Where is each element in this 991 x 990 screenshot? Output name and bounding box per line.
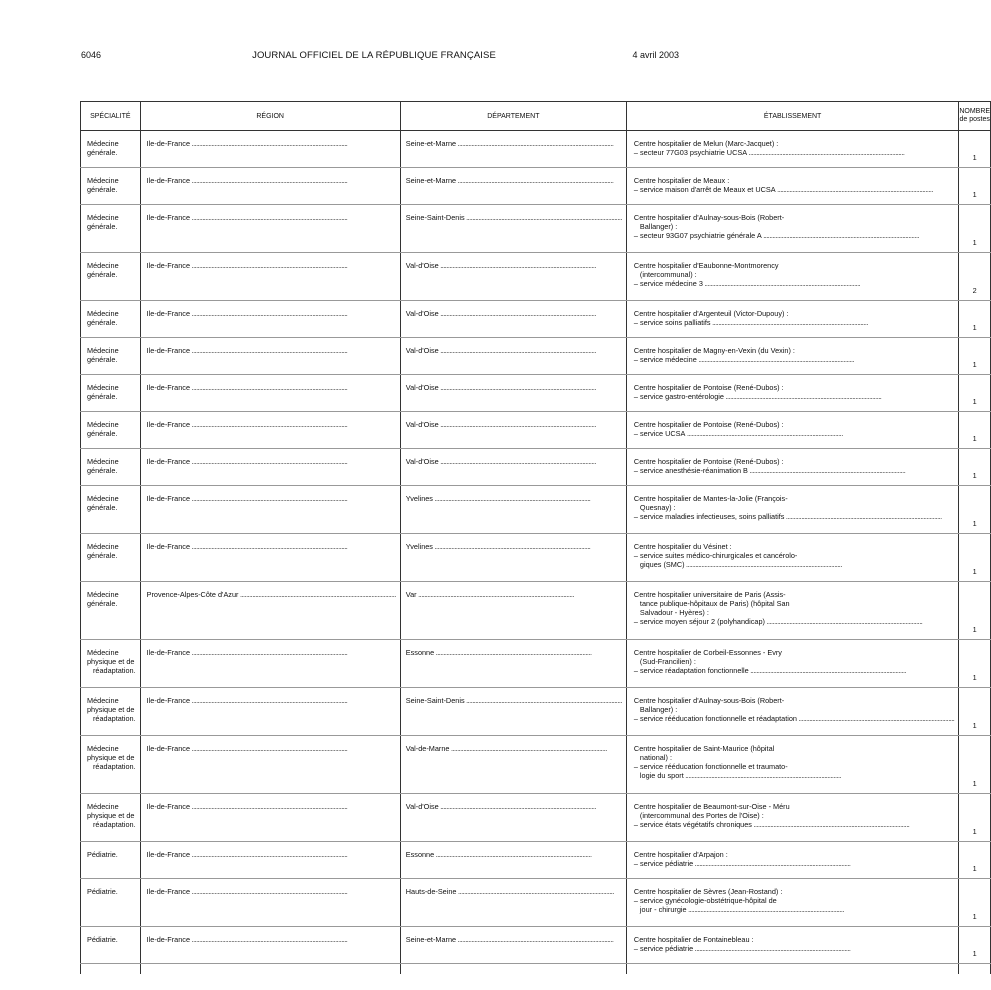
region-text: Ile-de-France ..... [147, 850, 396, 859]
etablissement-line: Centre hospitalier de Pontoise (René-Dubos) : [633, 383, 784, 392]
etablissement-line: Centre hospitalier du Vésinet : [633, 542, 732, 551]
region-text: Ile-de-France ..... [147, 744, 396, 753]
specialite-line: Médecine générale. [87, 213, 121, 231]
region-text: Ile-de-France ..... [147, 542, 396, 551]
table-row [81, 205, 991, 253]
cell-departement [400, 688, 626, 736]
etablissement-line: – secteur 77G03 psychiatrie UCSA ..... [634, 148, 954, 157]
cell-departement [400, 338, 626, 375]
specialite-line: Médecine générale. [87, 176, 121, 194]
etablissement-line: giques (SMC) ..... [634, 560, 954, 569]
cell-etablissement [626, 449, 958, 486]
etablissement-line: – service rééducation fonctionnelle et traumato- [633, 762, 788, 771]
etablissement-line: tance publique-hôpitaux de Paris) (hôpital San [639, 599, 790, 608]
etablissement-line: national) : [639, 753, 672, 762]
cell-etablissement [626, 412, 958, 449]
cell-empty [140, 964, 400, 974]
cell-departement [400, 640, 626, 688]
departement-text: Yvelines ..... [406, 494, 622, 503]
cell-empty [626, 964, 958, 974]
cell-region [140, 842, 400, 879]
etablissement-line: Centre hospitalier de Meaux : [633, 176, 730, 185]
cell-etablissement [626, 640, 958, 688]
region-text: Ile-de-France ..... [147, 648, 396, 657]
cell-etablissement [626, 301, 958, 338]
cell-specialite [81, 794, 141, 842]
cell-etablissement [626, 688, 958, 736]
table-row [81, 131, 991, 168]
table-row [81, 412, 991, 449]
region-text: Provence-Alpes-Côte d'Azur ..... [147, 590, 396, 599]
journal-title: JOURNAL OFFICIEL DE LA RÉPUBLIQUE FRANÇAISE [252, 50, 496, 61]
cell-specialite [81, 736, 141, 794]
departement-text: Seine-Saint-Denis ..... [406, 213, 622, 222]
cell-region [140, 412, 400, 449]
cell-departement [400, 534, 626, 582]
cell-specialite [81, 205, 141, 253]
cell-nombre: 2 [959, 253, 991, 301]
etablissement-line: – service suites médico-chirurgicales et cancérolo- [633, 551, 798, 560]
departement-text: Seine-et-Marne ..... [406, 139, 622, 148]
departement-text: Val-d'Oise ..... [406, 802, 622, 811]
cell-departement [400, 879, 626, 927]
cell-nombre: 1 [959, 842, 991, 879]
cell-etablissement [626, 486, 958, 534]
cell-nombre: 1 [959, 736, 991, 794]
table-row [81, 449, 991, 486]
etablissement-line: Centre hospitalier de Magny-en-Vexin (du Vexin) : [633, 346, 795, 355]
cell-departement [400, 301, 626, 338]
cell-specialite [81, 412, 141, 449]
etablissement-line: – service soins palliatifs ..... [634, 318, 954, 327]
specialite-line: Médecine générale. [87, 494, 121, 512]
col-etablissement: ÉTABLISSEMENT [626, 102, 958, 131]
etablissement-line: Centre hospitalier de Beaumont-sur-Oise - Méru [633, 802, 790, 811]
region-text: Ile-de-France ..... [147, 802, 396, 811]
cell-nombre: 1 [959, 375, 991, 412]
cell-nombre: 1 [959, 338, 991, 375]
col-nombre-line1: NOMBRE [959, 108, 991, 115]
table-row [81, 301, 991, 338]
table-row [81, 879, 991, 927]
etablissement-line: jour - chirurgie ..... [634, 905, 954, 914]
cell-specialite [81, 168, 141, 205]
region-text: Ile-de-France ..... [147, 139, 396, 148]
col-region: RÉGION [140, 102, 400, 131]
specialite-line: Médecine physique et de [87, 648, 135, 666]
cell-etablissement [626, 794, 958, 842]
table-row [81, 375, 991, 412]
cell-nombre: 1 [959, 168, 991, 205]
cell-nombre: 1 [959, 794, 991, 842]
etablissement-line: – service réadaptation fonctionnelle ..... [634, 666, 954, 675]
cell-specialite [81, 449, 141, 486]
etablissement-line: – service gynécologie-obstétrique-hôpital de [633, 896, 777, 905]
specialite-line: Médecine générale. [87, 309, 121, 327]
cell-etablissement [626, 842, 958, 879]
etablissement-line: – service états végétatifs chroniques ..... [634, 820, 954, 829]
departement-text: Val-de-Marne ..... [406, 744, 622, 753]
cell-specialite [81, 582, 141, 640]
specialite-line: Médecine générale. [87, 139, 121, 157]
cell-specialite [81, 338, 141, 375]
cell-region [140, 253, 400, 301]
specialite-line: réadaptation. [93, 820, 136, 829]
cell-specialite [81, 131, 141, 168]
table-row [81, 794, 991, 842]
etablissement-line: (intercommunal) : [639, 270, 697, 279]
specialite-line: Pédiatrie. [87, 850, 118, 859]
cell-departement [400, 736, 626, 794]
region-text: Ile-de-France ..... [147, 887, 396, 896]
etablissement-line: – service moyen séjour 2 (polyhandicap) ..... [634, 617, 954, 626]
departement-text: Val-d'Oise ..... [406, 457, 622, 466]
table-row [81, 640, 991, 688]
cell-departement [400, 582, 626, 640]
cell-departement [400, 253, 626, 301]
specialite-line: Médecine générale. [87, 261, 121, 279]
cell-region [140, 640, 400, 688]
departement-text: Hauts-de-Seine ..... [406, 887, 622, 896]
cell-departement [400, 794, 626, 842]
table-row [81, 486, 991, 534]
table-row [81, 927, 991, 964]
cell-empty [400, 964, 626, 974]
col-specialite: SPÉCIALITÉ [81, 102, 141, 131]
table-row [81, 253, 991, 301]
cell-departement [400, 927, 626, 964]
region-text: Ile-de-France ..... [147, 176, 396, 185]
etablissement-line: – service gastro-entérologie ..... [634, 392, 954, 401]
cell-departement [400, 205, 626, 253]
cell-specialite [81, 486, 141, 534]
cell-etablissement [626, 168, 958, 205]
cell-nombre: 1 [959, 640, 991, 688]
departement-text: Essonne ..... [406, 850, 622, 859]
cell-region [140, 582, 400, 640]
departement-text: Seine-et-Marne ..... [406, 176, 622, 185]
etablissement-line: Centre hospitalier d'Arpajon : [633, 850, 728, 859]
region-text: Ile-de-France ..... [147, 213, 396, 222]
specialite-line: réadaptation. [93, 714, 136, 723]
cell-region [140, 338, 400, 375]
cell-region [140, 486, 400, 534]
specialite-line: Médecine générale. [87, 420, 121, 438]
departement-text: Val-d'Oise ..... [406, 309, 622, 318]
etablissement-line: – service maison d'arrêt de Meaux et UCSA ..... [634, 185, 954, 194]
issue-date: 4 avril 2003 [632, 50, 679, 60]
table-row [81, 842, 991, 879]
col-departement: DÉPARTEMENT [400, 102, 626, 131]
cell-region [140, 927, 400, 964]
cell-departement [400, 842, 626, 879]
etablissement-line: Centre hospitalier de Sèvres (Jean-Rostand) : [633, 887, 783, 896]
etablissement-line: Centre hospitalier d'Aulnay-sous-Bois (Robert- [633, 213, 785, 222]
cell-etablissement [626, 879, 958, 927]
etablissement-line: logie du sport ..... [634, 771, 954, 780]
etablissement-line: (Sud-Francilien) : [639, 657, 696, 666]
table-row-continuation [81, 964, 991, 974]
cell-specialite [81, 253, 141, 301]
departement-text: Seine-et-Marne ..... [406, 935, 622, 944]
cell-region [140, 205, 400, 253]
specialite-line: Médecine générale. [87, 590, 121, 608]
postes-table [80, 101, 991, 974]
table-row [81, 688, 991, 736]
departement-text: Val-d'Oise ..... [406, 346, 622, 355]
region-text: Ile-de-France ..... [147, 383, 396, 392]
col-nombre-line2: de postes [959, 116, 990, 123]
etablissement-line: – service médecine ..... [634, 355, 954, 364]
cell-nombre: 1 [959, 486, 991, 534]
region-text: Ile-de-France ..... [147, 696, 396, 705]
region-text: Ile-de-France ..... [147, 935, 396, 944]
etablissement-line: Salvadour - Hyères) : [639, 608, 709, 617]
cell-etablissement [626, 253, 958, 301]
cell-specialite [81, 842, 141, 879]
etablissement-line: – service pédiatrie ..... [634, 859, 954, 868]
cell-etablissement [626, 582, 958, 640]
cell-departement [400, 168, 626, 205]
region-text: Ile-de-France ..... [147, 457, 396, 466]
etablissement-line: Centre hospitalier d'Argenteuil (Victor-Dupouy) : [633, 309, 789, 318]
etablissement-line: Centre hospitalier de Corbeil-Essonnes - Evry [633, 648, 782, 657]
etablissement-line: Centre hospitalier d'Aulnay-sous-Bois (Robert- [633, 696, 785, 705]
specialite-line: Pédiatrie. [87, 887, 118, 896]
region-text: Ile-de-France ..... [147, 261, 396, 270]
etablissement-line: – service rééducation fonctionnelle et réadaptation ..... [634, 714, 954, 723]
etablissement-line: Centre hospitalier d'Eaubonne-Montmorency [633, 261, 779, 270]
cell-nombre: 1 [959, 688, 991, 736]
cell-etablissement [626, 736, 958, 794]
specialite-line: Médecine physique et de [87, 696, 135, 714]
departement-text: Var ..... [406, 590, 622, 599]
cell-etablissement [626, 534, 958, 582]
cell-departement [400, 449, 626, 486]
etablissement-line: Ballanger) : [639, 705, 678, 714]
cell-etablissement [626, 205, 958, 253]
cell-departement [400, 486, 626, 534]
specialite-line: réadaptation. [93, 762, 136, 771]
table-header-row [81, 102, 991, 131]
table-row [81, 582, 991, 640]
cell-nombre: 1 [959, 412, 991, 449]
cell-region [140, 301, 400, 338]
etablissement-line: – service médecine 3 ..... [634, 279, 954, 288]
col-nombre [959, 102, 991, 131]
cell-departement [400, 131, 626, 168]
cell-specialite [81, 640, 141, 688]
cell-region [140, 534, 400, 582]
cell-empty [959, 964, 991, 974]
departement-text: Val-d'Oise ..... [406, 261, 622, 270]
etablissement-line: Centre hospitalier de Saint-Maurice (hôpital [633, 744, 775, 753]
specialite-line: Médecine générale. [87, 457, 121, 475]
specialite-line: Médecine physique et de [87, 802, 135, 820]
cell-nombre: 1 [959, 534, 991, 582]
specialite-line: Médecine générale. [87, 346, 121, 364]
etablissement-line: Centre hospitalier de Melun (Marc-Jacquet) : [633, 139, 779, 148]
departement-text: Val-d'Oise ..... [406, 383, 622, 392]
specialite-line: réadaptation. [93, 666, 136, 675]
cell-specialite [81, 534, 141, 582]
etablissement-line: (intercommunal des Portes de l'Oise) : [639, 811, 764, 820]
cell-region [140, 375, 400, 412]
cell-etablissement [626, 338, 958, 375]
page-header [0, 50, 748, 64]
cell-nombre: 1 [959, 131, 991, 168]
region-text: Ile-de-France ..... [147, 309, 396, 318]
etablissement-line: – service maladies infectieuses, soins palliatifs ..... [634, 512, 954, 521]
cell-specialite [81, 375, 141, 412]
departement-text: Val-d'Oise ..... [406, 420, 622, 429]
cell-specialite [81, 927, 141, 964]
etablissement-line: Centre hospitalier de Pontoise (René-Dubos) : [633, 420, 784, 429]
departement-text: Seine-Saint-Denis ..... [406, 696, 622, 705]
region-text: Ile-de-France ..... [147, 346, 396, 355]
etablissement-line: Centre hospitalier de Fontainebleau : [633, 935, 754, 944]
etablissement-line: – service pédiatrie ..... [634, 944, 954, 953]
table-row [81, 338, 991, 375]
cell-region [140, 168, 400, 205]
cell-nombre: 1 [959, 879, 991, 927]
cell-region [140, 449, 400, 486]
cell-region [140, 736, 400, 794]
cell-etablissement [626, 375, 958, 412]
etablissement-line: Centre hospitalier de Mantes-la-Jolie (François- [633, 494, 788, 503]
cell-departement [400, 412, 626, 449]
cell-etablissement [626, 927, 958, 964]
cell-specialite [81, 879, 141, 927]
cell-specialite [81, 688, 141, 736]
cell-specialite [81, 301, 141, 338]
cell-region [140, 794, 400, 842]
cell-region [140, 131, 400, 168]
departement-text: Essonne ..... [406, 648, 622, 657]
cell-nombre: 1 [959, 205, 991, 253]
etablissement-line: – service UCSA ..... [634, 429, 954, 438]
cell-region [140, 688, 400, 736]
etablissement-line: – service anesthésie-réanimation B ..... [634, 466, 954, 475]
cell-etablissement [626, 131, 958, 168]
table-row [81, 168, 991, 205]
cell-nombre: 1 [959, 449, 991, 486]
etablissement-line: Centre hospitalier de Pontoise (René-Dubos) : [633, 457, 784, 466]
departement-text: Yvelines ..... [406, 542, 622, 551]
cell-nombre: 1 [959, 927, 991, 964]
etablissement-line: – secteur 93G07 psychiatrie générale A ..... [634, 231, 954, 240]
cell-nombre: 1 [959, 301, 991, 338]
cell-departement [400, 375, 626, 412]
cell-empty [81, 964, 141, 974]
page-number: 6046 [81, 50, 102, 60]
table-row [81, 736, 991, 794]
cell-region [140, 879, 400, 927]
table-row [81, 534, 991, 582]
etablissement-line: Quesnay) : [639, 503, 676, 512]
specialite-line: Médecine physique et de [87, 744, 135, 762]
cell-nombre: 1 [959, 582, 991, 640]
specialite-line: Pédiatrie. [87, 935, 118, 944]
region-text: Ile-de-France ..... [147, 420, 396, 429]
specialite-line: Médecine générale. [87, 383, 121, 401]
etablissement-line: Centre hospitalier universitaire de Paris (Assis- [633, 590, 786, 599]
region-text: Ile-de-France ..... [147, 494, 396, 503]
specialite-line: Médecine générale. [87, 542, 121, 560]
etablissement-line: Ballanger) : [639, 222, 678, 231]
